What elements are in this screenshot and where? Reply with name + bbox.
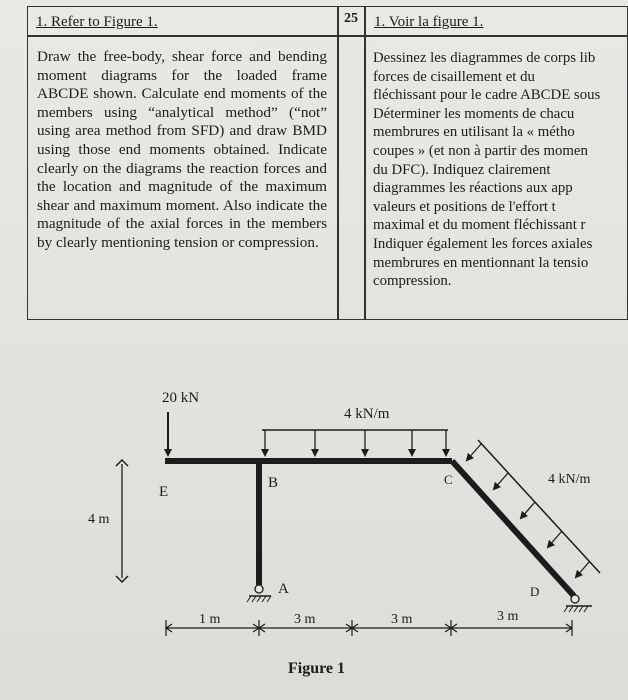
french-line: valeurs et positions de l'effort t [373,198,556,215]
figure-caption: Figure 1 [288,660,346,677]
french-line: membrures en mentionnant la tensio [373,254,589,271]
english-question-text: Draw the free-body, shear force and bending moment diagrams for the loaded frame ABCDE shown. Calculate end moments of the members using “analytical method” (“not” using area method from SFD) and draw BMD using those end moments obtained. Indicate clearly on the diagrams the reaction forces and the location and magnitude of the maximum shear and maximum moment. Also indicate the magnitude of the axial forces in the members by clearly mentioning tension or compression. [37,48,327,251]
french-line: Dessinez les diagrammes de corps lib [373,50,596,66]
height-dimension-label: 4 m [88,512,110,527]
dimension-label: 1 m [199,612,221,627]
node-B-label: B [268,475,279,491]
french-heading: 1. Voir la figure 1. [374,14,484,30]
french-line: fléchissant pour le cadre ABCDE sous [373,87,601,104]
node-C-label: C [444,472,453,487]
french-line: membrures en utilisant la « métho [373,124,575,141]
french-line: diagrammes les réactions aux app [373,180,573,197]
french-line: du DFC). Indiquez clairement [373,161,551,178]
frame-figure [0,330,628,660]
dimension-label: 3 m [497,609,519,624]
dimension-label: 3 m [391,612,413,627]
french-line: compression. [373,273,452,290]
row-divider [27,35,628,37]
node-E-label: E [159,484,169,500]
french-line: forces de cisaillement et du [373,68,535,85]
dimension-label: 3 m [294,612,316,627]
column-divider [337,6,339,320]
pin-support-A [255,585,263,593]
french-question-text [373,49,628,291]
column-divider [364,6,366,320]
french-line: Déterminer les moments de chacu [373,105,575,122]
udl-top-label: 4 kN/m [344,406,390,422]
node-D-label: D [530,584,540,599]
udl-incline-label: 4 kN/m [548,472,591,487]
french-line: maximal et du moment fléchissant r [373,217,586,234]
french-line: coupes » (et non à partir des momen [373,142,588,159]
marks-value: 25 [344,11,358,26]
english-heading: 1. Refer to Figure 1. [36,14,158,30]
point-load-label: 20 kN [162,390,200,406]
french-line: Indiquer également les forces axiales [373,235,593,252]
node-A-label: A [278,581,289,597]
pin-support-D [571,595,579,603]
